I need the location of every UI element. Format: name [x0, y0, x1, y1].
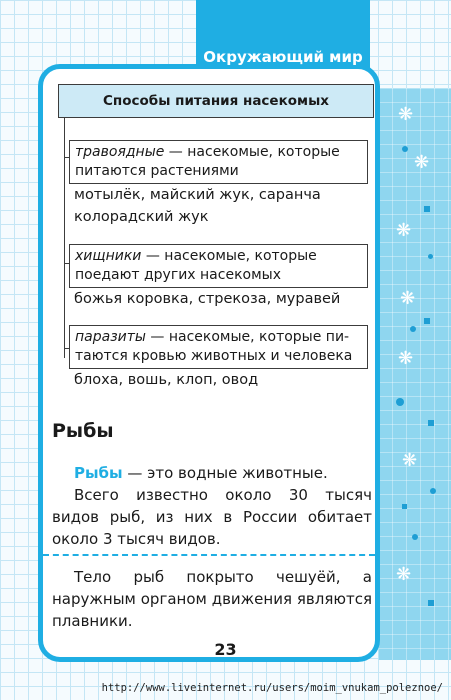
- paragraph-text: — это водные животные.: [122, 464, 328, 482]
- section-heading-fish: Рыбы: [52, 420, 114, 442]
- dashed-divider: [43, 554, 375, 556]
- square-icon: [402, 504, 407, 509]
- snowflake-icon: ❋: [396, 564, 412, 585]
- dot-icon: [412, 534, 418, 540]
- snowflake-icon: ❋: [398, 104, 414, 125]
- dot-icon: [402, 146, 408, 152]
- examples-line: божья коровка, стрекоза, муравей: [74, 291, 341, 307]
- examples-parasites: [74, 369, 370, 391]
- decorative-side-strip: [378, 88, 451, 660]
- snowflake-icon: ❋: [398, 348, 414, 369]
- definition-text: — насекомые, которые: [141, 248, 317, 264]
- term-parasites: паразиты: [75, 329, 146, 345]
- dot-icon: [428, 254, 433, 259]
- snowflake-icon: ❋: [400, 288, 416, 309]
- dot-icon: [430, 488, 436, 494]
- square-icon: [424, 206, 430, 212]
- definition-text: — насекомые, которые пи-: [145, 329, 350, 345]
- snowflake-icon: ❋: [396, 220, 412, 241]
- square-icon: [424, 318, 430, 324]
- definition-text: таются кровью животных и человека: [75, 348, 353, 364]
- square-icon: [428, 600, 434, 606]
- paragraph-fish-definition: [52, 462, 372, 484]
- examples-line: блоха, вошь, клоп, овод: [74, 372, 259, 388]
- definition-text: — насекомые, которые: [164, 144, 340, 160]
- paragraph-fish-species: Всего известно около 30 тысяч видов рыб, из них в России обитает около 3 тысяч видов.: [52, 486, 372, 548]
- tree-connector-vertical: [64, 118, 65, 358]
- paragraph-fish-body: Тело рыб покрыто чешуёй, а наружным органом движения являются плавники.: [52, 568, 372, 630]
- definition-box-parasites: [69, 325, 368, 369]
- subject-title: Окружающий мир: [203, 48, 363, 66]
- examples-predators: [74, 288, 370, 310]
- term-fish: Рыбы: [74, 464, 123, 482]
- examples-line: мотылёк, майский жук, саранча: [74, 187, 321, 203]
- snowflake-icon: ❋: [402, 450, 418, 471]
- footer-url: http://www.liveinternet.ru/users/moim_vnukam_poleznoe/: [101, 682, 443, 694]
- snowflake-icon: ❋: [414, 152, 430, 173]
- definition-text: поедают других насекомых: [75, 267, 281, 283]
- definition-box-herbivores: [69, 140, 368, 184]
- examples-herbivores: [74, 184, 370, 228]
- definition-box-predators: [69, 244, 368, 288]
- topic-title: Способы питания насекомых: [58, 84, 374, 118]
- dot-icon: [396, 398, 404, 406]
- examples-line: колорадский жук: [74, 209, 209, 225]
- definition-text: питаются растениями: [75, 163, 239, 179]
- square-icon: [428, 420, 434, 426]
- term-predators: хищники: [75, 248, 142, 264]
- term-herbivores: травоядные: [75, 144, 165, 160]
- dot-icon: [410, 326, 416, 332]
- page-number: 23: [214, 640, 237, 659]
